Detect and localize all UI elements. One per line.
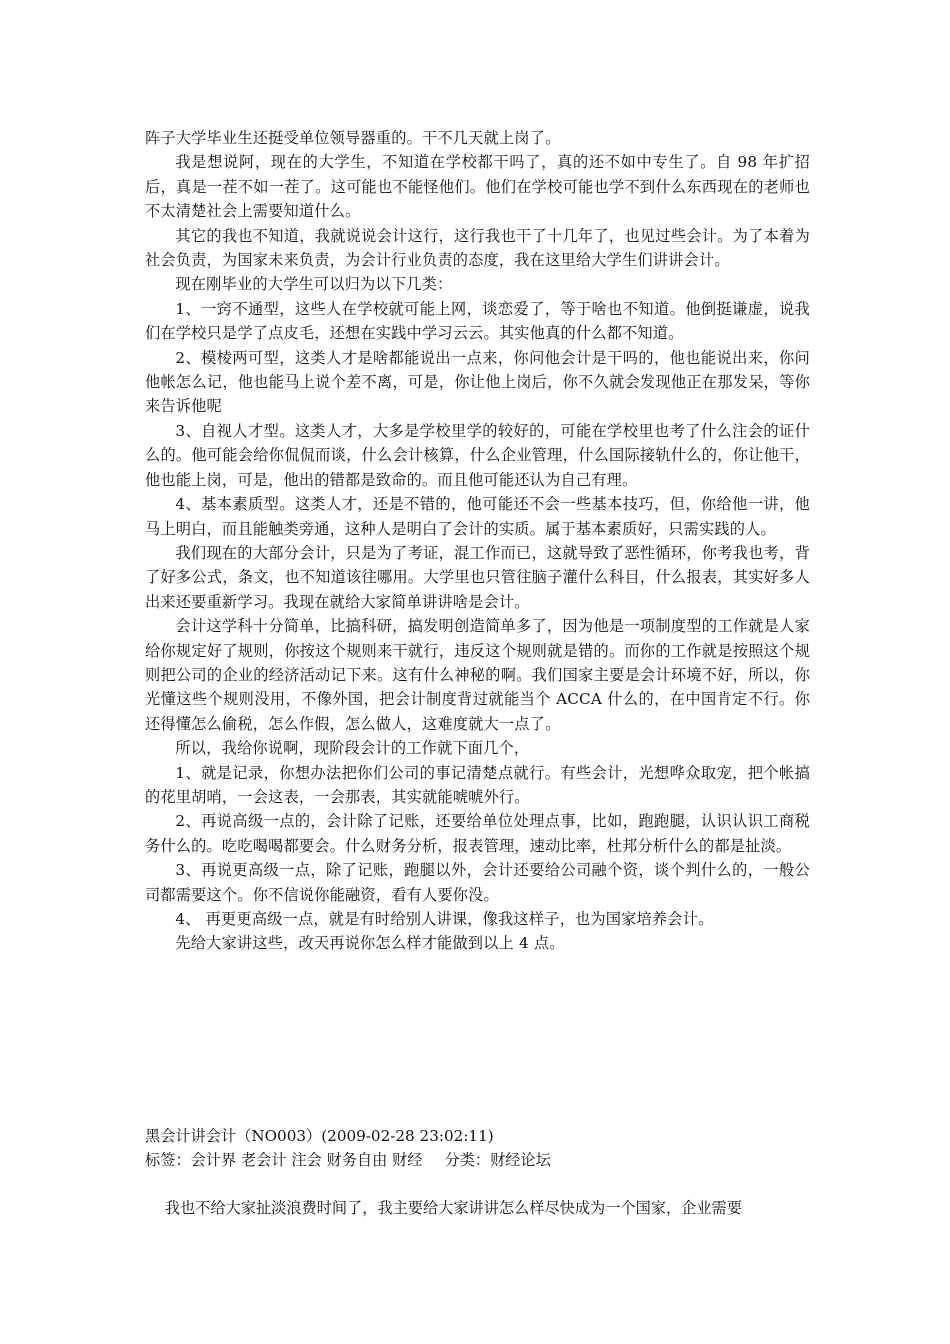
paragraph: 1、就是记录，你想办法把你们公司的事记清楚点就行。有些会计，光想哗众取宠，把个帐搞的花里胡哨，一会这表，一会那表，其实就能唬唬外行。 <box>145 763 810 806</box>
paragraph: 2、再说高级一点的，会计除了记账，还要给单位处理点事，比如，跑跑腿，认识认识工商税务什么的。吃吃喝喝都要会。什么财务分析，报表管理，速动比率，杜邦分析什么的都是扯淡。 <box>145 812 810 855</box>
paragraph: 3、再说更高级一点，除了记账，跑腿以外，会计还要给公司融个资，谈个判什么的，一般公司都需要这个。你不信说你能融资，看有人要你没。 <box>145 861 810 904</box>
paragraph: 1、一窍不通型，这些人在学校就可能上网，谈恋爱了，等于啥也不知道。他倒挺谦虚，说我们在学校只是学了点皮毛，还想在实践中学习云云。其实他真的什么都不知道。 <box>145 299 810 343</box>
paragraph: 其它的我也不知道，我就说说会计这行，这行我也干了十几年了，也见过些会计。为了本着为社会负责，为国家未来负责，为会计行业负责的态度，我在这里给大学生们讲讲会计。 <box>145 226 810 270</box>
paragraph: 4、基本素质型。这类人才，还是不错的，他可能还不会一些基本技巧，但，你给他一讲，他马上明白，而且能触类旁通，这种人是明白了会计的实质。属于基本素质好，只需实践的人。 <box>145 495 810 538</box>
paragraph: 阵子大学毕业生还挺受单位领导器重的。干不几天就上岗了。 <box>145 129 561 147</box>
paragraph: 我是想说阿，现在的大学生，不知道在学校都干吗了，真的还不如中专生了。自 98 年扩招后，真是一茬不如一茬了。这可能也不能怪他们。他们在学校可能也学不到什么东西现在的老师也不太清楚社会上需要知道什么。 <box>145 153 810 221</box>
paragraph: 3、自视人才型。这类人才，大多是学校里学的较好的，可能在学校里也考了什么注会的证什么的。他可能会给你侃侃而谈，什么会计核算，什么企业管理，什么国际接轨什么的，你让他干，他也能上岗，可是，他出的错都是致命的。而且他可能还认为自己有理。 <box>145 421 810 489</box>
post-header <box>145 1124 810 1173</box>
paragraph: 4、 再更更高级一点，就是有时给别人讲课，像我这样子，也为国家培养会计。 <box>175 910 714 928</box>
post-category: 分类：财经论坛 <box>444 1151 551 1170</box>
post-title: 黑会计讲会计（NO003）(2009-02-28 23:02:11) <box>145 1127 494 1145</box>
paragraph: 2、模棱两可型，这类人才是啥都能说出一点来，你问他会计是干吗的，他也能说出来，你问他帐怎么记，他也能马上说个差不离，可是，你让他上岗后，你不久就会发现他正在那发呆，等你来告诉他呢 <box>145 348 810 416</box>
paragraph: 先给大家讲这些，改天再说你怎么样才能做到以上 4 点。 <box>175 934 565 953</box>
paragraph: 所以，我给你说啊，现阶段会计的工作就下面几个， <box>175 739 530 758</box>
post-intro: 我也不给大家扯淡浪费时间了，我主要给大家讲讲怎么样尽快成为一个国家，企业需要 <box>164 1199 742 1217</box>
article-body <box>145 126 810 956</box>
post-meta <box>145 1148 810 1172</box>
paragraph: 现在刚毕业的大学生可以归为以下几类： <box>175 275 453 294</box>
paragraph: 会计这学科十分简单，比搞科研，搞发明创造简单多了，因为他是一项制度型的工作就是人家给你规定好了规则，你按这个规则来干就行，违反这个规则就是错的。而你的工作就是按照这个规则把公司的企业的经济活动记下来。这有什么神秘的啊。我们国家主要是会计环境不好，所以，你光懂这些个规则没用，不像外国，把会计制度背过就能当个 ACCA 什么的，在中国肯定不行。你还得懂怎么偷税，怎么作假，怎么做人，这难度就大一点了。 <box>145 617 810 733</box>
post-tags: 标签：会计界 老会计 注会 财务自由 财经 <box>145 1151 423 1170</box>
paragraph: 我们现在的大部分会计，只是为了考证，混工作而已，这就导致了恶性循环，你考我也考，背了好多公式，条文，也不知道该往哪用。大学里也只管往脑子灌什么科目，什么报表，其实好多人出来还要重新学习。我现在就给大家简单讲讲啥是会计。 <box>145 543 810 611</box>
